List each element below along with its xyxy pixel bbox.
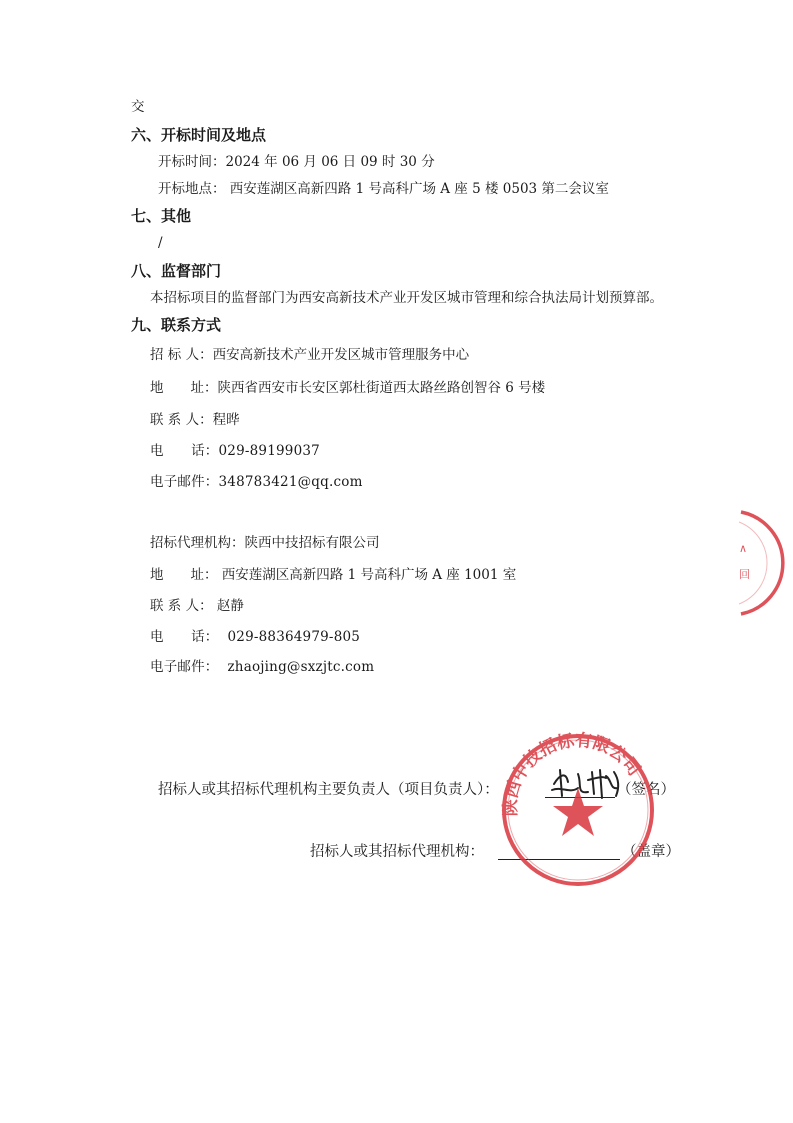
tenderer-address-value: 陕西省西安市长安区郭杜街道西太路丝路创智谷 6 号楼: [217, 380, 546, 396]
continued-text: 交: [131, 99, 145, 115]
tenderer-phone: [150, 442, 320, 460]
agency-email-label: 电子邮件：: [150, 659, 219, 675]
seal-label: 招标人或其招标代理机构：: [310, 844, 484, 860]
place-value: 西安莲湖区高新四路 1 号高科广场 A 座 5 楼 0503 第二会议室: [229, 181, 609, 197]
agency-contact-value: 赵静: [216, 598, 244, 614]
agency-address-value: 西安莲湖区高新四路 1 号高科广场 A 座 1001 室: [221, 567, 517, 583]
tenderer-email: [150, 473, 363, 491]
tenderer-address-label: 地 址：: [150, 380, 218, 396]
agency-contact-label: 联 系 人：: [150, 598, 213, 614]
time-label: 开标时间：: [158, 154, 226, 170]
tenderer-email-value: 348783421@qq.com: [218, 474, 363, 490]
section9-heading: 九、联系方式: [131, 316, 222, 334]
tenderer-name-label: 招 标 人：: [150, 347, 213, 363]
tenderer-address: [150, 379, 545, 397]
tenderer-name: [150, 346, 469, 364]
tenderer-name-value: 西安高新技术产业开发区城市管理服务中心: [212, 347, 470, 363]
section8-heading: 八、监督部门: [131, 262, 222, 280]
company-seal: [498, 730, 658, 890]
seal-suffix: （盖章）: [622, 844, 680, 860]
signature-suffix: （签名）: [617, 782, 675, 798]
signature-label: 招标人或其招标代理机构主要负责人（项目负责人）：: [158, 782, 499, 798]
svg-text:∧: ∧: [739, 542, 748, 555]
agency-contact: [150, 597, 244, 615]
section7-heading: 七、其他: [131, 207, 192, 225]
time-value: 2024 年 06 月 06 日 09 时 30 分: [225, 154, 435, 170]
agency-name: [150, 534, 380, 552]
tenderer-phone-label: 电 话：: [150, 443, 219, 459]
agency-email-value: zhaojing@sxzjtc.com: [227, 659, 375, 675]
agency-address: [150, 566, 516, 584]
tenderer-contact-value: 程晔: [212, 412, 240, 428]
seal-line: [310, 843, 484, 861]
svg-text:陕西中技招标有限公司: [500, 730, 644, 816]
agency-address-label: 地 址：: [150, 567, 218, 583]
agency-phone: [150, 628, 360, 646]
tenderer-email-label: 电子邮件：: [150, 474, 219, 490]
section6-heading: 六、开标时间及地点: [131, 126, 267, 144]
place-label: 开标地点：: [158, 181, 226, 197]
agency-name-label: 招标代理机构：: [150, 535, 245, 551]
section8-content: 本招标项目的监督部门为西安高新技术产业开发区城市管理和综合执法局计划预算部。: [150, 290, 663, 306]
svg-text:回: 回: [739, 568, 750, 581]
agency-phone-label: 电 话：: [150, 629, 219, 645]
section7-content: /: [158, 235, 163, 251]
tenderer-phone-value: 029-89199037: [218, 443, 320, 459]
agency-phone-value: 029-88364979-805: [227, 629, 361, 645]
seal-text: 陕西中技招标有限公司: [500, 730, 645, 817]
signature-line-1: [158, 781, 499, 799]
tenderer-contact-label: 联 系 人：: [150, 412, 213, 428]
agency-email: [150, 658, 374, 676]
partial-seal-edge: [733, 508, 793, 618]
agency-name-value: 陕西中技招标有限公司: [244, 535, 380, 551]
tenderer-contact: [150, 411, 240, 429]
section6-time: [158, 153, 435, 171]
section6-place: [158, 180, 609, 198]
